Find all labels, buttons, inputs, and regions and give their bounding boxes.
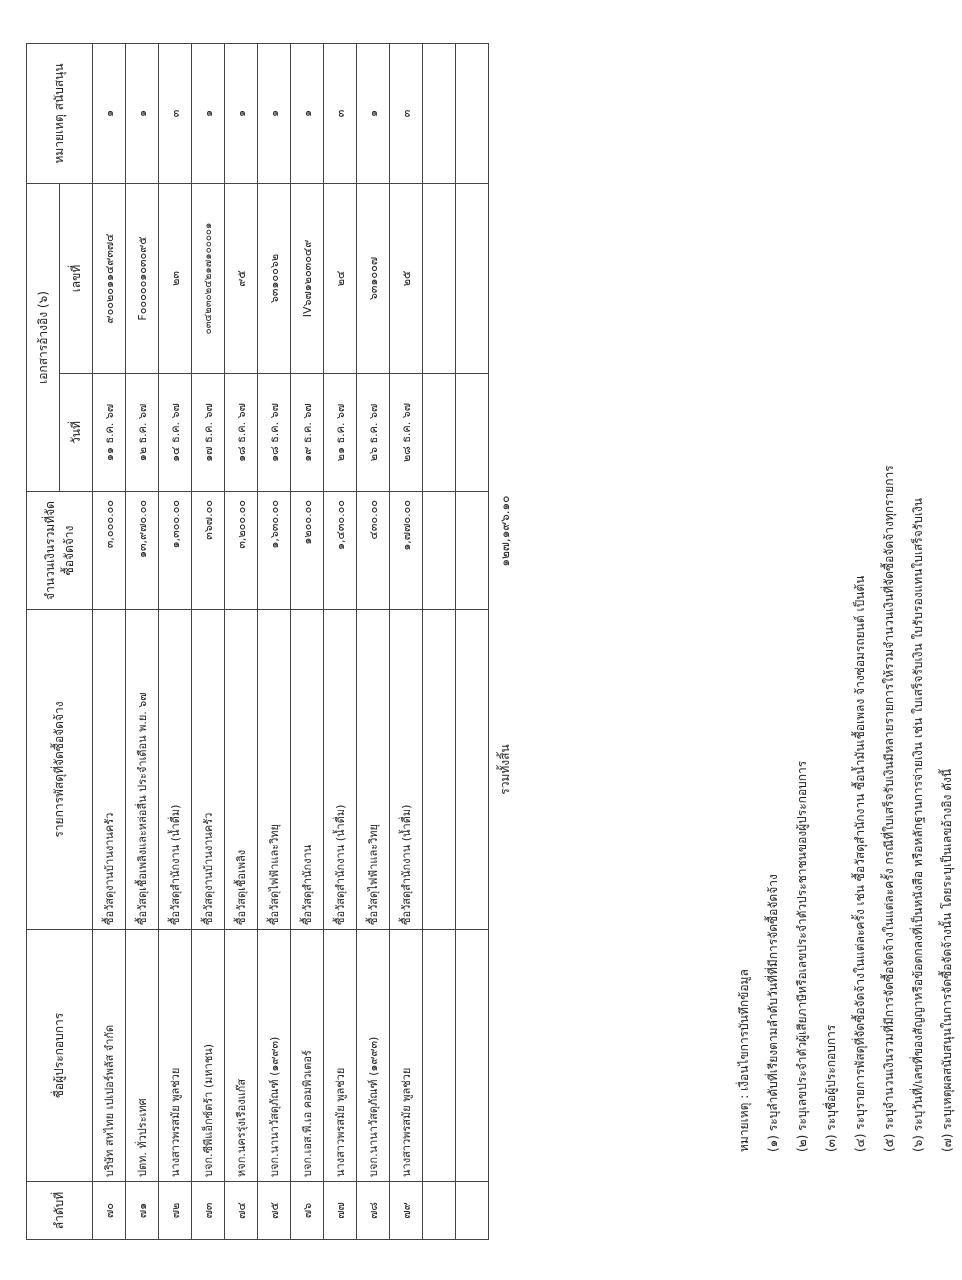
- row-no: ๗๒: [159, 1182, 192, 1240]
- row-date: ๑๗ ธ.ค. ๖๗: [192, 374, 225, 492]
- row-no: ๗๕: [258, 1182, 291, 1240]
- note-item: (๑) ระบุลำดับที่เรียงตามลำดับวันที่ที่มีการจัดซื้อจัดจ้าง: [766, 874, 780, 1152]
- header-reason: หมายเหตุ สนับสนุน: [27, 44, 93, 184]
- row-docno: ๙๐๐๒๐๑๑๔๙๓๗๔: [93, 184, 126, 374]
- note-item: (๗) ระบุเหตุผลสนับสนุนในการจัดซื้อจัดจ้างนั้น โดยระบุเป็นเลขอ้างอิง ดังนี้: [940, 768, 954, 1152]
- row-amount: ๑,๗๗๐.๐๐: [390, 492, 423, 610]
- header-items: รายการพัสดุที่จัดซื้อจัดจ้าง: [27, 610, 93, 930]
- row-docno: ๙๕: [225, 184, 258, 374]
- row-amount: ๓๖๗.๐๐: [192, 492, 225, 610]
- row-vendor: นางสาวพรสมัย พูลช่วย: [159, 930, 192, 1182]
- note-item: (๕) ระบุจำนวนเงินรวมที่มีการจัดซื้อจัดจ้างในแต่ละครั้ง กรณีที่ใบเสร็จรับเงินมีหลายรายการให้รวมจำนวนเงินที่จัดซื้อจัดจ้างทุกรายการ: [882, 465, 896, 1152]
- row-reason: ๑: [225, 44, 258, 184]
- row-vendor: นางสาวพรสมัย พูลช่วย: [324, 930, 357, 1182]
- row-item: ซื้อวัสดุเชื้อเพลิง: [225, 610, 258, 930]
- row-no: ๗๔: [225, 1182, 258, 1240]
- table-row: [357, 44, 390, 1240]
- empty-row: [423, 44, 456, 1240]
- row-vendor: นางสาวพรสมัย พูลช่วย: [390, 930, 423, 1182]
- note-item: (๔) ระบุรายการพัสดุที่จัดซื้อจัดจ้างในแต่ละครั้ง เช่น ซื้อวัสดุสำนักงาน ซื้อน้ำมันเชื้อเพลง จ้างซ่อมรถยนต์ เป็นต้น: [853, 575, 867, 1152]
- row-vendor: หจก.นครรุ่งเรืองแก๊ส: [225, 930, 258, 1182]
- row-item: ซื้อวัสดุสำนักงาน (น้ำดื่ม): [390, 610, 423, 930]
- row-date: ๑๑ ธ.ค. ๖๗: [93, 374, 126, 492]
- row-vendor: บจก.นานาวัสดุภัณฑ์ (๑๙๙๓): [357, 930, 390, 1182]
- row-amount: ๑,๔๓๐.๐๐: [324, 492, 357, 610]
- row-item: ซื้อวัสดุสำนักงาน: [291, 610, 324, 930]
- total-value: ๑๒๗,๑๙๖.๑๐: [497, 495, 512, 567]
- row-reason: ๑: [291, 44, 324, 184]
- header-no: ลำดับที่: [27, 1182, 93, 1240]
- row-vendor: บจก.นานาวัสดุภัณฑ์ (๑๙๙๓): [258, 930, 291, 1182]
- note-item: (๓) ระบุชื่อผู้ประกอบการ: [824, 1024, 838, 1152]
- row-no: ๗๖: [291, 1182, 324, 1240]
- row-item: ซื้อวัสดุเชื้อเพลิงและหล่อลื่น ประจำเดือน พ.ย. ๖๗: [126, 610, 159, 930]
- row-docno: F๐๐๐๐๐๑๐๓๐๙๕: [126, 184, 159, 374]
- header-vendor: ชื่อผู้ประกอบการ: [27, 930, 93, 1182]
- row-amount: ๓,๐๐๐.๐๐: [93, 492, 126, 610]
- table-row: [258, 44, 291, 1240]
- table-row: [126, 44, 159, 1240]
- table-row: [93, 44, 126, 1240]
- row-item: ซื้อวัสดุงานบ้านงานครัว: [192, 610, 225, 930]
- header-docno: เลขที่: [60, 184, 93, 374]
- row-docno: IV๖๗๑๒๐๓๐๔๙: [291, 184, 324, 374]
- notes-title: หมายเหตุ : เงื่อนไขการบันทึกข้อมูล: [737, 969, 751, 1152]
- row-no: ๗๘: [357, 1182, 390, 1240]
- row-docno: ๖๓๑๐๐๗: [357, 184, 390, 374]
- row-vendor: บจก.ซีพีแอ็กซ์ตร้า (มหาชน): [192, 930, 225, 1182]
- row-vendor: บจก.เอส.พี.เอ คอมพิวเตอร์: [291, 930, 324, 1182]
- row-item: ซื้อวัสดุงานบ้านงานครัว: [93, 610, 126, 930]
- row-docno: ๖๓๑๐๐๖๒: [258, 184, 291, 374]
- row-reason: ๓: [324, 44, 357, 184]
- row-reason: ๓: [159, 44, 192, 184]
- row-no: ๗๓: [192, 1182, 225, 1240]
- table-row: [225, 44, 258, 1240]
- row-date: ๑๘ ธ.ค. ๖๗: [258, 374, 291, 492]
- row-no: ๗๐: [93, 1182, 126, 1240]
- row-vendor: บริษัท สหไทย เปเปอร์พลัส จำกัด: [93, 930, 126, 1182]
- row-date: ๒๖ ธ.ค. ๖๗: [357, 374, 390, 492]
- notes-section: [730, 52, 962, 1152]
- row-reason: ๑: [93, 44, 126, 184]
- header-date: วันที่: [60, 374, 93, 492]
- row-no: ๗๗: [324, 1182, 357, 1240]
- row-reason: ๓: [390, 44, 423, 184]
- row-date: ๒๘ ธ.ค. ๖๗: [390, 374, 423, 492]
- row-amount: ๑๓,๙๗๐.๐๐: [126, 492, 159, 610]
- row-amount: ๑,๖๓๐.๐๐: [258, 492, 291, 610]
- table-row: [291, 44, 324, 1240]
- table-row: [324, 44, 357, 1240]
- row-date: ๒๑ ธ.ค. ๖๗: [324, 374, 357, 492]
- table-row: [192, 44, 225, 1240]
- row-item: ซื้อวัสดุสำนักงาน (น้ำดื่ม): [159, 610, 192, 930]
- row-no: ๗๙: [390, 1182, 423, 1240]
- row-no: ๗๑: [126, 1182, 159, 1240]
- row-reason: ๑: [357, 44, 390, 184]
- note-item: (๒) ระบุเลขประจำตัวผู้เสียภาษีหรือเลขประจำตัวประชาชนของผู้ประกอบการ: [795, 760, 809, 1152]
- row-item: ซื้อวัสดุสำนักงาน (น้ำดื่ม): [324, 610, 357, 930]
- row-vendor: ปตท. ทั่วประเทศ: [126, 930, 159, 1182]
- row-date: ๑๘ ธ.ค. ๖๗: [225, 374, 258, 492]
- row-date: ๑๙ ธ.ค. ๖๗: [291, 374, 324, 492]
- row-amount: ๓,๒๐๐.๐๐: [225, 492, 258, 610]
- note-item: (๖) ระบุวันที่/เลขที่ของสัญญาหรือข้อตกลงที่เป็นหนังสือ หรือหลักฐานการจ่ายเงิน เช่น ใบเสร็จรับเงิน ใบรับรองแทนใบเสร็จรับเงิน: [911, 497, 925, 1152]
- table-row: [390, 44, 423, 1240]
- row-item: ซื้อวัสดุไฟฟ้าและวิทยุ: [357, 610, 390, 930]
- header-amount: จำนวนเงินรวมที่จัดซื้อจัดจ้าง: [27, 492, 93, 610]
- total-row: [489, 44, 522, 1240]
- procurement-table: [26, 43, 521, 1240]
- row-date: ๑๔ ธ.ค. ๖๗: [159, 374, 192, 492]
- total-label: รวมทั้งสิ้น: [497, 744, 512, 795]
- table-row: [159, 44, 192, 1240]
- row-reason: ๑: [192, 44, 225, 184]
- row-item: ซื้อวัสดุไฟฟ้าและวิทยุ: [258, 610, 291, 930]
- row-docno: ๒๓: [159, 184, 192, 374]
- header-doc: เอกสารอ้างอิง (๖): [27, 184, 60, 492]
- row-docno: ๒๕: [390, 184, 423, 374]
- row-amount: ๑๒๐๐.๐๐: [291, 492, 324, 610]
- row-amount: ๑,๓๐๐.๐๐: [159, 492, 192, 610]
- row-date: ๑๒ ธ.ค. ๖๗: [126, 374, 159, 492]
- row-docno: ๐๓๔๒๓๐๒๔๒๑๗๑๐๐๐๐๑: [192, 184, 225, 374]
- row-amount: ๔๓๐.๐๐: [357, 492, 390, 610]
- empty-row: [456, 44, 489, 1240]
- row-docno: ๒๔: [324, 184, 357, 374]
- row-reason: ๑: [258, 44, 291, 184]
- row-reason: ๑: [126, 44, 159, 184]
